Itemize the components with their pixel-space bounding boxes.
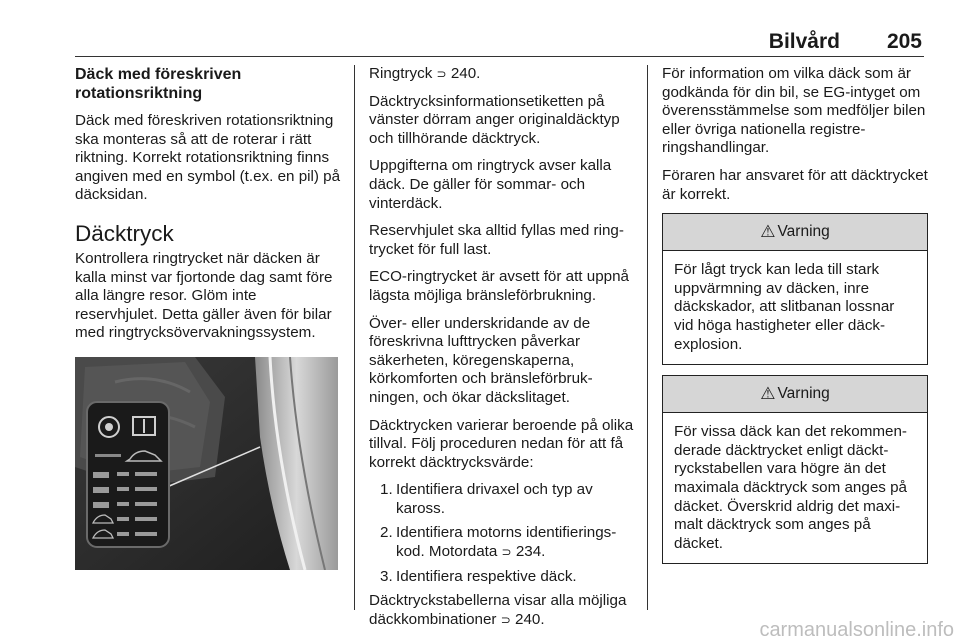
warning-title: Varning xyxy=(777,384,830,402)
watermark: carmanualsonline.info xyxy=(759,619,954,641)
tire-pressure-ref-line: Ringtryck ⊃ 240. xyxy=(369,65,481,82)
cross-reference-arrow-icon: ⊃ xyxy=(501,545,512,560)
pressure-tables-text: Däcktryckstabellerna visar alla möjliga däckkombinationer ⊃ 240. xyxy=(369,592,627,628)
warning-box-2 xyxy=(662,375,928,564)
spare-wheel-text: Reservhjulet ska alltid fyllas med ringtrycket för full last. xyxy=(369,222,624,258)
label-info-text: Däcktrycksinformationsetiketten på vänster dörram anger originaldäcktyp och tillhörande däcktryck. xyxy=(369,92,620,147)
cold-tire-text: Uppgifterna om ringtryck avser kalla däck. De gäller för sommar- och vinterdäck. xyxy=(369,157,612,212)
warning-text: För vissa däck kan det rekommenderade däcktrycket enligt däcktryckstabellen vara högre än det maximala däcktryck som anges på däcket. Överskrid aldrig det maximalt däcktryck som anges på däcket. xyxy=(674,423,907,552)
header-page-number: 205 xyxy=(886,30,922,53)
warning-header xyxy=(663,376,927,413)
list-item: 1. Identifiera drivaxel och typ av kaross. xyxy=(380,481,593,517)
column-1 xyxy=(75,65,343,570)
warning-title: Varning xyxy=(777,222,830,240)
warning-triangle-icon: ⚠ xyxy=(760,383,776,404)
column-divider-1 xyxy=(354,65,355,610)
column-2 xyxy=(369,65,637,638)
engine-data-ref-page[interactable]: 234 xyxy=(515,543,542,561)
approved-tires-text: För information om vilka däck som är godkända för din bil, se EG-intyget om överensstämmelse som medföljer bilen eller övriga nationella registreringshandlingar. xyxy=(662,65,926,157)
header-rule xyxy=(75,56,924,57)
driver-responsibility-text: Föraren har ansvaret för att däcktrycket är korrekt. xyxy=(662,166,928,203)
tire-pressure-label-photo xyxy=(75,357,338,570)
list-item: 2. Identifiera motorns identifieringskod. Motordata ⊃ 234. xyxy=(380,524,617,561)
column-3 xyxy=(662,65,928,574)
pressure-tables-ref-page[interactable]: 240 xyxy=(515,610,541,628)
header-section-title: Bilvård xyxy=(768,30,840,53)
pressure-deviation-text: Över- eller underskridande av de föreskrivna lufttrycken påverkar säkerheten, köregenskaperna, körkomforten och bränsleförbrukningen, och ökar däckslitaget. xyxy=(369,314,593,406)
warning-box-1 xyxy=(662,213,928,365)
warning-header xyxy=(663,214,927,251)
list-item: 3. Identifiera respektive däck. xyxy=(380,567,577,585)
rotation-direction-text: Däck med föreskriven rotationsriktning ska monteras så att de roterar i rätt riktning. Korrekt rotationsriktning finns angiven med en symbol (t.ex. en pil) på däcksidan. xyxy=(75,112,341,204)
tire-pressure-ref-page[interactable]: 240 xyxy=(450,65,477,82)
procedure-intro-text: Däcktrycken varierar beroende på olika tillval. Följ proceduren nedan för att få korrekt däcktrycksvärde: xyxy=(369,416,634,471)
warning-text: För lågt tryck kan leda till stark uppvärmning av däcken, inre däckskador, att slitbanan lossnar vid höga hastigheter eller däckexplosion. xyxy=(674,261,895,353)
cross-reference-arrow-icon: ⊃ xyxy=(500,612,511,627)
tire-pressure-intro: Kontrollera ringtrycket när däcken är kalla minst var fjortonde dag samt före alla längre resor. Glöm inte reservhjulet. Detta gäller även för bilar med ringtrycksövervakningssystem. xyxy=(75,249,333,342)
warning-triangle-icon: ⚠ xyxy=(760,221,776,242)
page-header xyxy=(0,0,960,60)
eco-pressure-text: ECO-ringtrycket är avsett för att uppnå lägsta möjliga bränsleförbrukning. xyxy=(369,268,629,304)
cross-reference-arrow-icon: ⊃ xyxy=(436,67,447,81)
tire-pressure-title: Däcktryck xyxy=(75,220,174,246)
column-divider-2 xyxy=(647,65,648,610)
procedure-steps-list xyxy=(369,481,637,586)
rotation-direction-heading: Däck med föreskriven rotationsriktning xyxy=(75,66,242,102)
